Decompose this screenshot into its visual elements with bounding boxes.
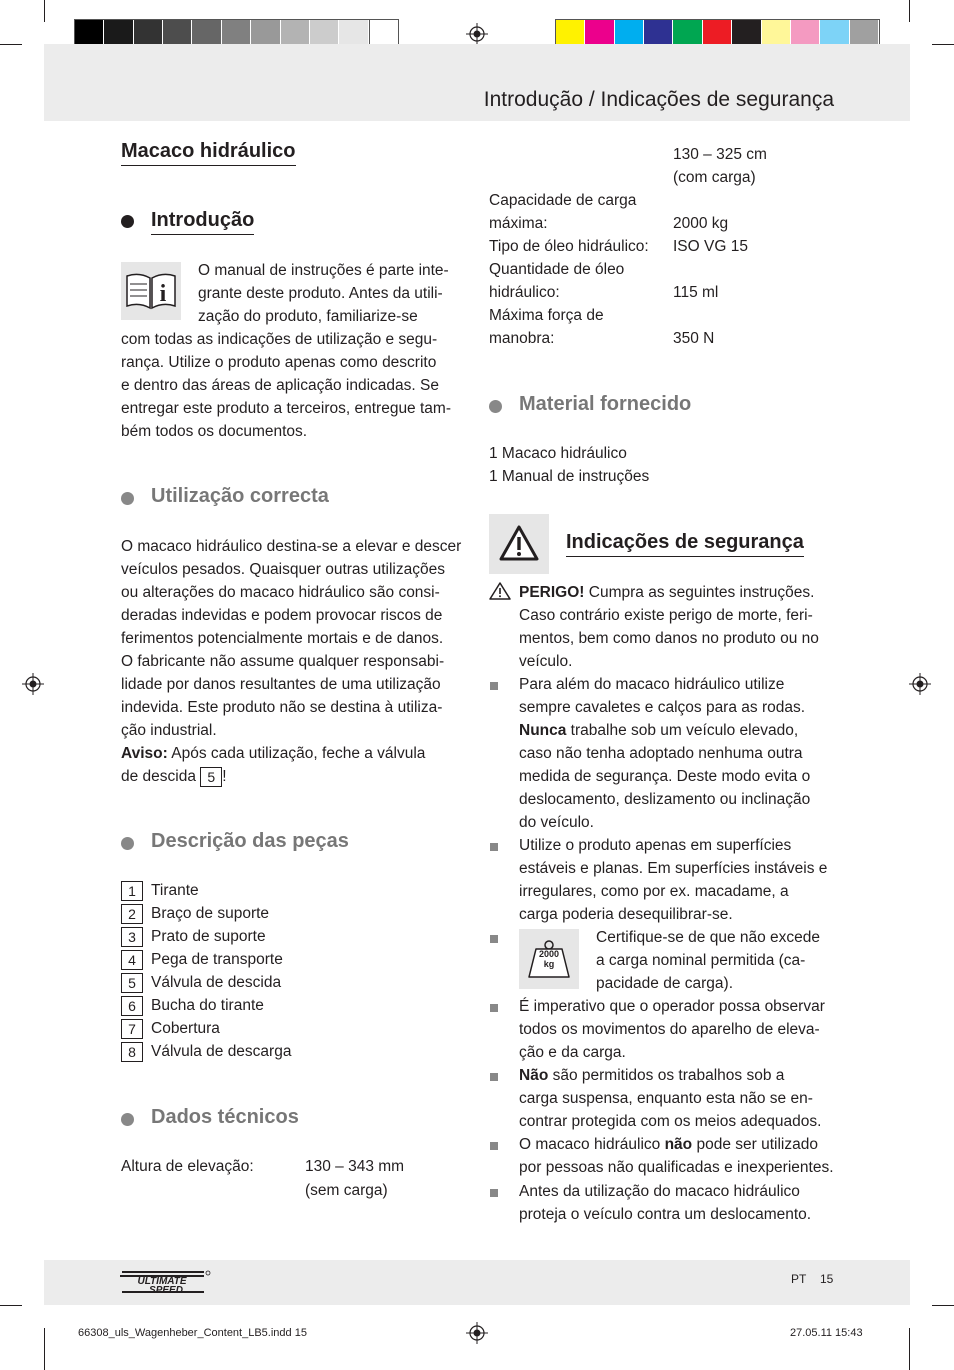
gray-swatch <box>192 20 221 47</box>
list-bullet <box>490 1189 498 1197</box>
list-bullet <box>490 1073 498 1081</box>
part-label: Válvula de descarga <box>151 1043 292 1060</box>
color-swatch <box>556 20 585 47</box>
list-item <box>121 925 451 948</box>
crop-mark <box>0 1305 22 1306</box>
gray-swatch <box>369 20 398 47</box>
tech-cap-label: Capacidade de carga máxima: Tipo de óleo hidráulico: Quantidade de óleo hidráulico: Máxima força de manobra: <box>489 192 649 347</box>
supplied-heading: Material fornecido <box>519 393 692 415</box>
list-item <box>121 1040 451 1063</box>
tech-qty-value: 115 ml <box>673 284 719 301</box>
list-item <box>121 948 451 971</box>
color-swatch <box>850 20 879 47</box>
safety-item-3: Certifique-se de que não excede a carga nominal permitida (ca- pacidade de carga). <box>596 929 821 992</box>
crop-mark <box>932 44 954 45</box>
list-item <box>121 1017 451 1040</box>
footer-page-number: 15 <box>820 1272 834 1286</box>
gray-swatch <box>281 20 310 47</box>
registration-mark-icon <box>909 673 931 695</box>
tech-cap-value: 2000 kg <box>673 215 729 232</box>
color-swatch <box>791 20 820 47</box>
list-bullet <box>490 935 498 943</box>
intro-body: com todas as indicações de utilização e segu- rança. Utilize o produto apenas como descrito e dentro das áreas de aplicação indicadas. Se entregar este produto a terceiros, entregue tam- bém todos os documentos. <box>121 331 451 440</box>
ultimate-speed-logo <box>120 1267 212 1297</box>
svg-text:ULTIMATE: ULTIMATE <box>137 1276 187 1287</box>
list-item: 1 Macaco hidráulico <box>489 445 627 462</box>
section-bullet <box>121 837 134 850</box>
list-item <box>121 902 451 925</box>
crop-mark <box>44 1328 45 1370</box>
part-label: Tirante <box>151 882 199 899</box>
gray-swatch <box>251 20 280 47</box>
list-item <box>121 971 451 994</box>
footer-date: 27.05.11 15:43 <box>790 1327 863 1339</box>
color-swatch <box>703 20 732 47</box>
svg-text:SPEED: SPEED <box>149 1285 183 1296</box>
tech-lift-loaded: 130 – 325 cm (com carga) <box>673 146 767 186</box>
crop-mark <box>909 0 910 22</box>
part-label: Prato de suporte <box>151 928 266 945</box>
safety-heading: Indicações de segurança <box>566 531 804 557</box>
safety-item-6: O macaco hidráulico não pode ser utilizado por pessoas não qualificadas e inexperientes. <box>519 1136 834 1176</box>
danger-block: PERIGO! Cumpra as seguintes instruções. Caso contrário existe perigo de morte, feri- mentos, bem como danos no produto ou no veículo. <box>519 584 819 670</box>
section-bullet <box>121 1113 134 1126</box>
color-swatch <box>644 20 673 47</box>
section-bullet <box>489 400 502 413</box>
safety-item-2: Utilize o produto apenas em superfícies estáveis e planas. Em superfícies instáveis e irregulares, como por ex. macadame, a carga poderia desequilibrar-se. <box>519 837 828 923</box>
registration-mark-icon <box>22 673 44 695</box>
list-bullet <box>490 1004 498 1012</box>
list-item <box>121 879 451 902</box>
part-number-box: 3 <box>121 927 143 947</box>
use-body: O macaco hidráulico destina-se a elevar e descer veículos pesados. Quaisquer outras utilizações ou alterações do macaco hidráulico são consi- deradas indevidas e podem provocar riscos de ferimentos potencialmente mortais e de danos. O fabricante não assume qualquer responsabi- lidade por danos resultantes de uma utilização indevida. Este produto não se destina à utiliza- ção industrial. Aviso: Após cada utilização, feche a válvula de descida 5 ! <box>121 538 462 785</box>
svg-text:i: i <box>159 281 167 307</box>
part-label: Pega de transporte <box>151 951 283 968</box>
part-number-box: 4 <box>121 950 143 970</box>
color-swatch <box>820 20 849 47</box>
tech-oil-value: ISO VG 15 <box>673 238 748 255</box>
list-bullet <box>490 1142 498 1150</box>
page-header-title: Introdução / Indicações de segurança <box>483 88 834 111</box>
section-bullet <box>121 215 134 228</box>
part-label: Braço de suporte <box>151 905 270 922</box>
crop-mark <box>909 1328 910 1370</box>
danger-warning-icon <box>489 582 511 600</box>
part-label: Válvula de descida <box>151 974 282 991</box>
tech-lift-note: (sem carga) <box>305 1182 388 1199</box>
manual-info-icon <box>121 262 181 320</box>
gray-swatch <box>339 20 368 47</box>
crop-mark <box>44 0 45 22</box>
part-label: Bucha do tirante <box>151 997 264 1014</box>
footer-lang: PT <box>791 1272 807 1286</box>
gray-swatch <box>163 20 192 47</box>
intro-side-text: O manual de instruções é parte inte- grante deste produto. Antes da utili- zação do produto, familiarize-se <box>198 262 449 325</box>
safety-item-5: Não são permitidos os trabalhos sob a carga suspensa, enquanto esta não se en- contrar protegida com os meios adequados. <box>519 1067 822 1130</box>
part-label: Cobertura <box>151 1020 220 1037</box>
registration-mark-icon <box>466 23 488 45</box>
intro-heading: Introdução <box>151 209 254 235</box>
section-bullet <box>121 492 134 505</box>
parts-heading: Descrição das peças <box>151 830 349 852</box>
weight-icon-label: 2000 kg <box>538 949 560 969</box>
list-bullet <box>490 682 498 690</box>
color-swatch <box>585 20 614 47</box>
supplied-list <box>489 442 649 488</box>
use-heading: Utilização correcta <box>151 485 329 507</box>
safety-item-7: Antes da utilização do macaco hidráulico proteja o veículo contra um deslocamento. <box>519 1183 812 1223</box>
gray-swatch <box>222 20 251 47</box>
main-title: Macaco hidráulico <box>121 140 296 166</box>
color-swatch <box>732 20 761 47</box>
warning-triangle-icon <box>489 514 549 574</box>
tech-force-value: 350 N <box>673 330 715 347</box>
registration-mark-icon <box>466 1322 488 1344</box>
gray-swatch <box>104 20 133 47</box>
safety-item-4: É imperativo que o operador possa observar todos os movimentos do aparelho de eleva- ção e da carga. <box>519 998 825 1061</box>
tech-lift-value: 130 – 343 mm <box>305 1158 405 1175</box>
part-number-box: 6 <box>121 996 143 1016</box>
part-number-box: 1 <box>121 881 143 901</box>
gray-swatch <box>310 20 339 47</box>
list-bullet <box>490 843 498 851</box>
safety-item-1: Para além do macaco hidráulico utilize sempre cavaletes e calços para as rodas. Nunca trabalhe sob um veículo elevado, caso não tenha adoptado nenhuma outra medida de segurança. Deste modo evita o deslocamento, deslizamento ou inclinação do veículo. <box>519 676 811 831</box>
part-number-box: 7 <box>121 1019 143 1039</box>
color-swatch <box>762 20 791 47</box>
list-item: 1 Manual de instruções <box>489 468 650 485</box>
part-number-box: 2 <box>121 904 143 924</box>
part-number-box: 8 <box>121 1042 143 1062</box>
color-swatch <box>673 20 702 47</box>
list-item <box>121 994 451 1017</box>
gray-swatch <box>75 20 104 47</box>
tech-lift-label: Altura de elevação: <box>121 1158 254 1175</box>
footer-file-info: 66308_uls_Wagenheber_Content_LB5.indd 15 <box>78 1327 307 1339</box>
parts-list <box>121 879 451 1063</box>
color-swatch <box>615 20 644 47</box>
crop-mark <box>932 1305 954 1306</box>
part-number-box: 5 <box>200 767 222 787</box>
part-number-box: 5 <box>121 973 143 993</box>
crop-mark <box>0 44 22 45</box>
gray-swatch <box>134 20 163 47</box>
tech-heading: Dados técnicos <box>151 1106 299 1128</box>
